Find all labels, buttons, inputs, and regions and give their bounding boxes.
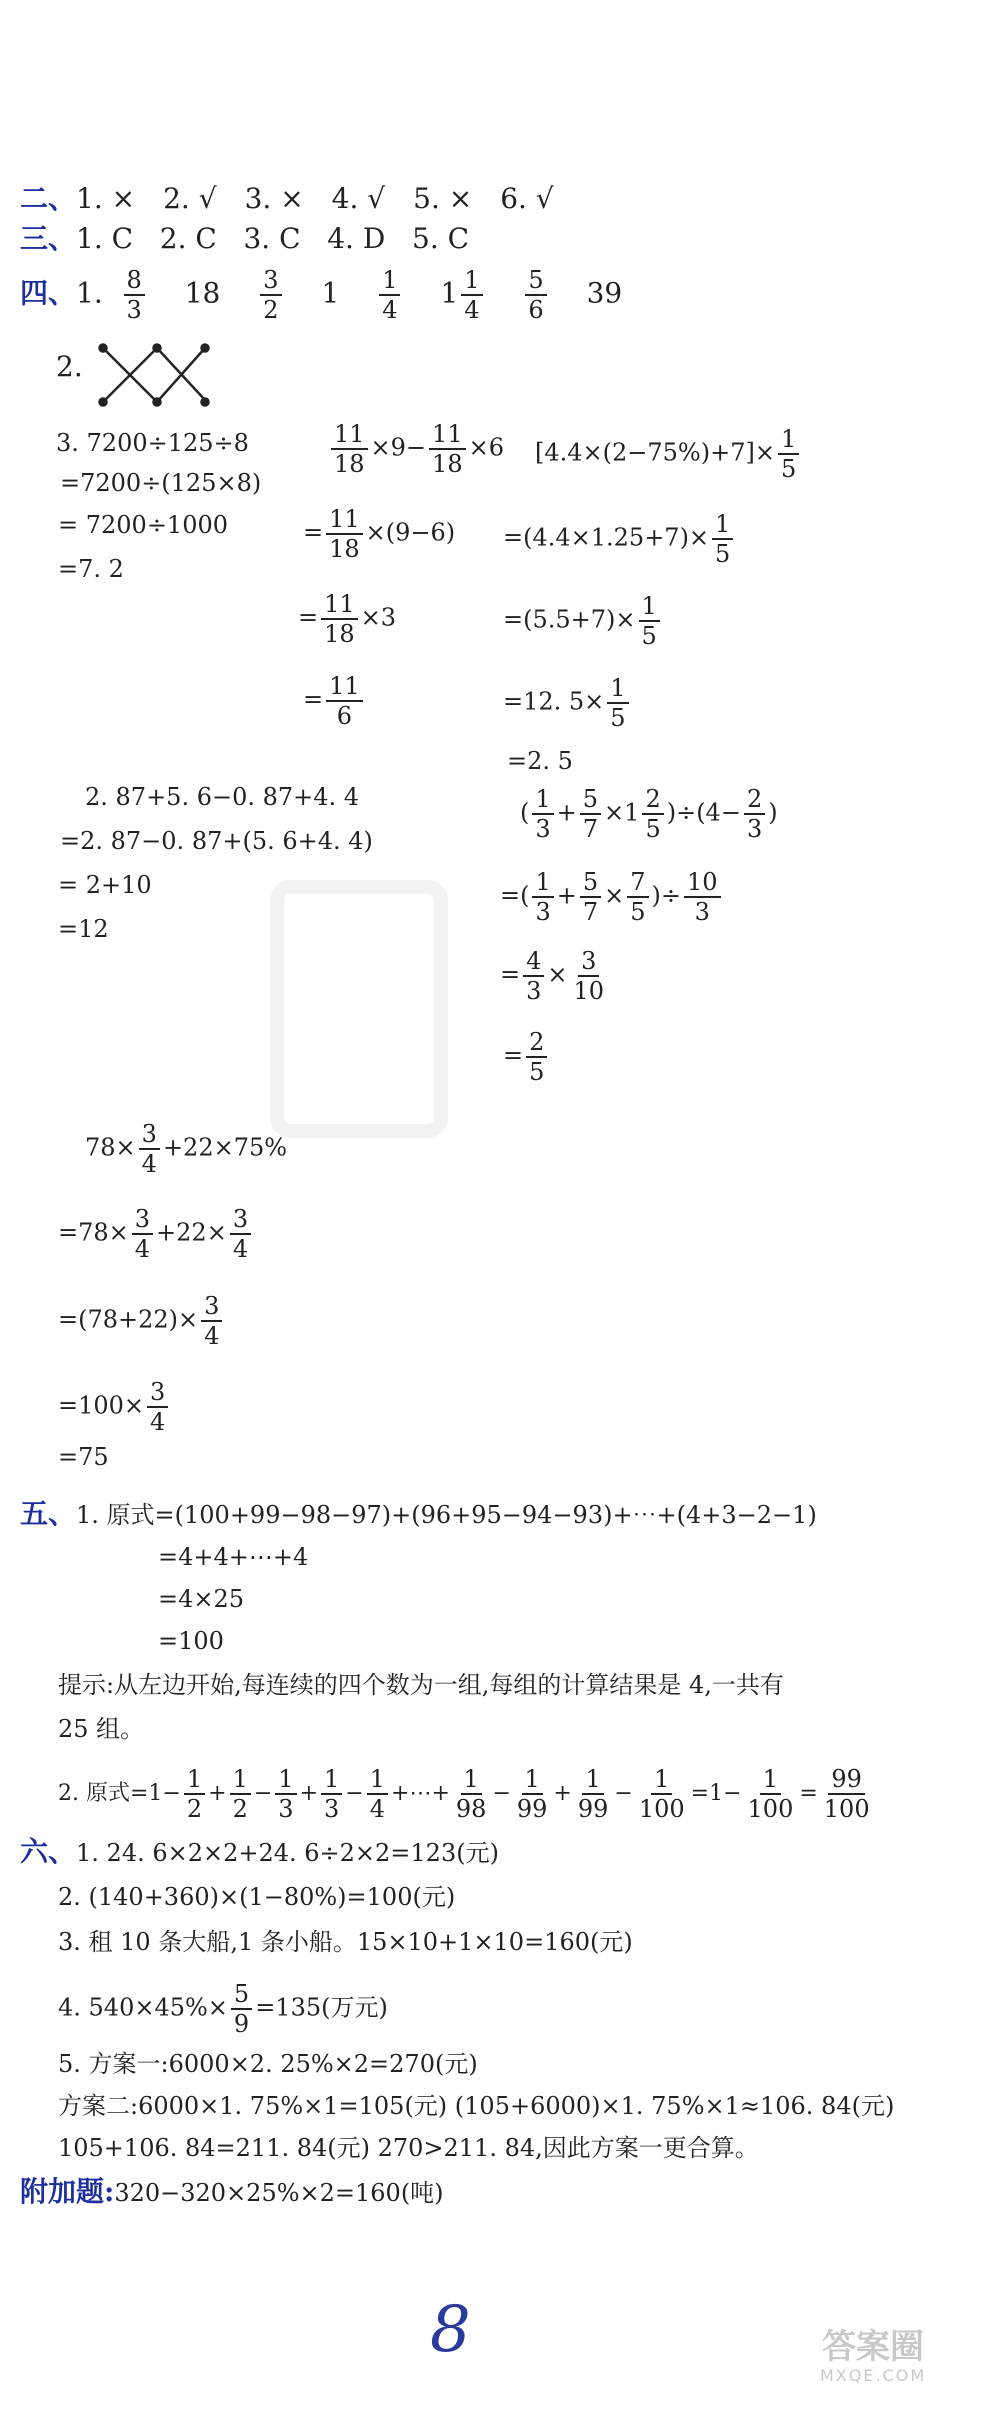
fraction bbox=[367, 1765, 388, 1823]
denominator: 4 bbox=[134, 1235, 151, 1263]
denominator: 100 bbox=[638, 1795, 685, 1823]
fraction bbox=[745, 1765, 797, 1823]
denominator: 99 bbox=[577, 1795, 609, 1823]
numerator: 1 bbox=[760, 1765, 781, 1795]
denominator: 2 bbox=[186, 1795, 203, 1823]
calc-f-line-2 bbox=[58, 1205, 254, 1263]
fraction bbox=[124, 266, 145, 324]
calc-a-line-3: = 7200÷1000 bbox=[58, 511, 229, 539]
numerator: 1 bbox=[582, 1765, 603, 1795]
calc-text: 2. 原式=1− bbox=[58, 1781, 181, 1806]
fraction bbox=[821, 1765, 873, 1823]
calc-d-line-4: =12 bbox=[58, 915, 109, 943]
calc-text: +22× bbox=[156, 1218, 227, 1247]
s2-mark-6: √ bbox=[535, 182, 554, 215]
matching-lines-diagram bbox=[95, 340, 215, 410]
fraction bbox=[627, 868, 648, 926]
numerator: 99 bbox=[828, 1765, 865, 1795]
s4-q1-value-6-whole: 1 bbox=[440, 276, 459, 310]
denominator: 5 bbox=[715, 540, 731, 568]
denominator: 18 bbox=[329, 535, 360, 563]
extra-row bbox=[20, 2175, 444, 2210]
numerator: 1 bbox=[712, 510, 733, 540]
section-2-row bbox=[20, 182, 554, 216]
calc-text: [4.4×(2−75%)+7]× bbox=[535, 438, 775, 467]
calc-text: = bbox=[799, 1781, 818, 1806]
denominator: 3 bbox=[526, 977, 542, 1005]
calc-text: + bbox=[556, 881, 577, 910]
calc-text: − bbox=[345, 1781, 364, 1806]
s4-q1-value-2: 18 bbox=[184, 276, 221, 310]
fraction bbox=[580, 785, 601, 843]
fraction bbox=[639, 592, 660, 650]
denominator: 18 bbox=[432, 450, 463, 478]
denominator: 100 bbox=[823, 1795, 870, 1823]
fraction bbox=[429, 420, 466, 478]
calc-text: ×3 bbox=[360, 603, 397, 632]
denominator: 3 bbox=[324, 1795, 340, 1823]
denominator: 4 bbox=[464, 296, 480, 324]
fraction bbox=[778, 425, 799, 483]
calc-text: =135(万元) bbox=[255, 1993, 388, 2022]
numerator: 11 bbox=[326, 505, 363, 535]
s2-num-4: 4. bbox=[331, 182, 359, 215]
numerator: 4 bbox=[523, 947, 544, 977]
calc-f-line-5: =75 bbox=[58, 1443, 109, 1471]
denominator: 3 bbox=[694, 898, 710, 926]
watermark-shape bbox=[270, 880, 448, 1138]
numerator: 1 bbox=[778, 425, 799, 455]
calc-b-line-2 bbox=[303, 505, 455, 563]
calc-b-line-1 bbox=[328, 420, 504, 478]
calc-text: =(5.5+7)× bbox=[503, 605, 636, 634]
calc-c-line-1 bbox=[535, 425, 802, 483]
calc-text: )÷(4− bbox=[666, 798, 741, 827]
extra-answer: 320−320×25%×2=160(吨) bbox=[114, 2179, 444, 2207]
calc-f-line-1 bbox=[85, 1120, 287, 1178]
denominator: 4 bbox=[204, 1322, 220, 1350]
calc-a-line-4: =7. 2 bbox=[58, 555, 124, 583]
denominator: 4 bbox=[369, 1795, 386, 1823]
s4-q2-num: 2. bbox=[56, 350, 83, 383]
numerator: 11 bbox=[326, 672, 363, 702]
calc-text: − bbox=[614, 1781, 633, 1806]
denominator: 18 bbox=[324, 620, 355, 648]
watermark-text-top: 答案圈 bbox=[822, 2327, 925, 2367]
denominator: 6 bbox=[528, 296, 544, 324]
numerator: 8 bbox=[124, 266, 145, 296]
numerator: 5 bbox=[580, 785, 601, 815]
numerator: 2 bbox=[744, 785, 765, 815]
numerator: 5 bbox=[580, 868, 601, 898]
calc-text: ×(9−6) bbox=[365, 518, 456, 547]
calc-text: =(78+22)× bbox=[58, 1305, 199, 1334]
page-number: 8 bbox=[430, 2293, 471, 2367]
calc-text: − bbox=[492, 1781, 511, 1806]
calc-e-line-1 bbox=[520, 785, 778, 843]
calc-text: = bbox=[303, 685, 324, 714]
fraction bbox=[132, 1205, 153, 1263]
calc-text: ( bbox=[520, 798, 530, 827]
fraction bbox=[321, 1765, 342, 1823]
numerator: 3 bbox=[578, 947, 599, 977]
calc-text: =1− bbox=[690, 1781, 742, 1806]
numerator: 1 bbox=[607, 674, 628, 704]
numerator: 1 bbox=[639, 592, 660, 622]
calc-text: =12. 5× bbox=[503, 687, 605, 716]
denominator: 10 bbox=[573, 977, 605, 1005]
denominator: 4 bbox=[150, 1408, 166, 1436]
section-6-row-1 bbox=[20, 1835, 499, 1870]
numerator: 1 bbox=[230, 1765, 251, 1795]
calc-text: +22×75% bbox=[162, 1133, 288, 1162]
calc-c-line-2 bbox=[503, 510, 736, 568]
s2-mark-3: × bbox=[280, 182, 304, 215]
s2-mark-5: × bbox=[448, 182, 473, 215]
numerator: 11 bbox=[321, 590, 358, 620]
s4-q1-value-4: 1 bbox=[321, 276, 340, 310]
numerator: 3 bbox=[201, 1292, 222, 1322]
calc-text: +⋯+ bbox=[391, 1781, 450, 1806]
s6-line-4 bbox=[58, 1980, 388, 2038]
s2-num-3: 3. bbox=[244, 182, 272, 215]
fraction bbox=[326, 672, 363, 730]
fraction bbox=[453, 1765, 490, 1823]
s2-num-6: 6. bbox=[500, 182, 527, 215]
calc-e-line-2 bbox=[500, 868, 724, 926]
calc-d-line-3: = 2+10 bbox=[58, 871, 152, 899]
numerator: 1 bbox=[522, 1765, 543, 1795]
section-5-label: 五、 bbox=[20, 1497, 77, 1530]
numerator: 11 bbox=[429, 420, 466, 450]
denominator: 98 bbox=[455, 1795, 487, 1823]
calc-b-line-4 bbox=[303, 672, 366, 730]
s5-q2-line bbox=[58, 1765, 876, 1823]
calc-text: =100× bbox=[58, 1391, 145, 1420]
section-5-row-1 bbox=[20, 1497, 817, 1532]
numerator: 1 bbox=[184, 1765, 205, 1795]
s2-num-1: 1. bbox=[76, 182, 103, 215]
calc-text: + bbox=[556, 798, 577, 827]
fraction bbox=[326, 505, 363, 563]
s5-hint-line-1: 提示:从左边开始,每连续的四个数为一组,每组的计算结果是 4,一共有 bbox=[58, 1671, 784, 1699]
numerator: 2 bbox=[642, 785, 663, 815]
fraction bbox=[575, 1765, 612, 1823]
calc-text: ×1 bbox=[604, 798, 640, 827]
fraction bbox=[523, 947, 544, 1005]
numerator: 3 bbox=[147, 1378, 168, 1408]
denominator: 3 bbox=[746, 815, 763, 843]
denominator: 5 bbox=[780, 455, 797, 483]
denominator: 5 bbox=[610, 704, 626, 732]
calc-text: + bbox=[208, 1781, 227, 1806]
numerator: 1 bbox=[461, 1765, 482, 1795]
s2-mark-1: × bbox=[111, 182, 136, 215]
section-3-label: 三、 bbox=[20, 222, 77, 255]
calc-e-line-4 bbox=[503, 1028, 550, 1086]
fraction bbox=[331, 420, 368, 478]
calc-text: = bbox=[503, 1041, 524, 1070]
s5-q1-line-4: =100 bbox=[158, 1627, 224, 1655]
s6-line-2: 2. (140+360)×(1−80%)=100(元) bbox=[58, 1883, 456, 1911]
numerator: 7 bbox=[627, 868, 648, 898]
fraction bbox=[580, 868, 601, 926]
fraction bbox=[526, 1028, 547, 1086]
calc-text: =78× bbox=[58, 1218, 129, 1247]
denominator: 3 bbox=[535, 815, 551, 843]
s6-line-5: 5. 方案一:6000×2. 25%×2=270(元) bbox=[58, 2050, 478, 2078]
numerator: 1 bbox=[275, 1765, 296, 1795]
denominator: 3 bbox=[126, 296, 142, 324]
fraction bbox=[642, 785, 663, 843]
denominator: 100 bbox=[747, 1795, 794, 1823]
section-2-label: 二、 bbox=[20, 182, 77, 215]
calc-a-line-2: =7200÷(125×8) bbox=[60, 469, 262, 497]
fraction bbox=[461, 266, 482, 324]
numerator: 11 bbox=[331, 420, 368, 450]
s5-hint-line-2: 25 组。 bbox=[58, 1715, 145, 1743]
denominator: 2 bbox=[263, 296, 279, 324]
calc-e-line-3 bbox=[500, 947, 610, 1005]
numerator: 5 bbox=[525, 266, 546, 296]
section-3-row bbox=[20, 222, 469, 256]
calc-text: 78× bbox=[85, 1133, 136, 1162]
denominator: 7 bbox=[582, 815, 599, 843]
calc-f-line-3 bbox=[58, 1292, 225, 1350]
s6-line-7: 105+106. 84=211. 84(元) 270>211. 84,因此方案一更合算。 bbox=[58, 2134, 759, 2162]
fraction bbox=[321, 590, 358, 648]
calc-text: = bbox=[303, 518, 324, 547]
fraction bbox=[260, 266, 281, 324]
denominator: 5 bbox=[641, 622, 657, 650]
fraction bbox=[231, 1980, 252, 2038]
s4-q1-num: 1. bbox=[76, 276, 103, 310]
denominator: 6 bbox=[336, 702, 353, 730]
denominator: 18 bbox=[334, 450, 365, 478]
section-6-label: 六、 bbox=[20, 1835, 77, 1868]
s6-line-1: 1. 24. 6×2×2+24. 6÷2×2=123(元) bbox=[76, 1839, 499, 1867]
numerator: 3 bbox=[139, 1120, 160, 1150]
calc-text: ×6 bbox=[468, 433, 504, 462]
denominator: 4 bbox=[141, 1150, 157, 1178]
s6-line-3: 3. 租 10 条大船,1 条小船。15×10+1×10=160(元) bbox=[58, 1928, 633, 1956]
numerator: 3 bbox=[132, 1205, 153, 1235]
denominator: 3 bbox=[278, 1795, 294, 1823]
fraction bbox=[184, 1765, 205, 1823]
denominator: 5 bbox=[529, 1058, 545, 1086]
s5-q1-line-2: =4+4+⋯+4 bbox=[158, 1543, 309, 1571]
numerator: 3 bbox=[260, 266, 281, 296]
numerator: 5 bbox=[231, 1980, 252, 2010]
calc-text: + bbox=[553, 1781, 572, 1806]
s4-q1-value-8: 39 bbox=[586, 276, 623, 310]
fraction bbox=[275, 1765, 296, 1823]
s5-q1-line-3: =4×25 bbox=[158, 1585, 245, 1613]
fraction bbox=[712, 510, 733, 568]
fraction bbox=[379, 266, 400, 324]
calc-f-line-4 bbox=[58, 1378, 171, 1436]
fraction bbox=[147, 1378, 168, 1436]
fraction bbox=[636, 1765, 688, 1823]
numerator: 1 bbox=[379, 266, 400, 296]
fraction bbox=[514, 1765, 551, 1823]
calc-c-line-3 bbox=[503, 592, 663, 650]
denominator: 2 bbox=[232, 1795, 248, 1823]
denominator: 7 bbox=[582, 898, 599, 926]
denominator: 99 bbox=[516, 1795, 548, 1823]
calc-text: × bbox=[547, 960, 568, 989]
s2-num-5: 5. bbox=[413, 182, 440, 215]
section-4-label: 四、 bbox=[20, 276, 77, 310]
denominator: 4 bbox=[232, 1235, 249, 1263]
s6-line-6: 方案二:6000×1. 75%×1=105(元) (105+6000)×1. 75%×1≈106. 84(元) bbox=[58, 2092, 895, 2120]
numerator: 1 bbox=[461, 266, 482, 296]
calc-text: =(4.4×1.25+7)× bbox=[503, 523, 710, 552]
numerator: 2 bbox=[526, 1028, 547, 1058]
calc-text: × bbox=[604, 881, 625, 910]
numerator: 10 bbox=[684, 868, 721, 898]
denominator: 4 bbox=[382, 296, 398, 324]
fraction bbox=[525, 266, 546, 324]
s3-answers: 1. C 2. C 3. C 4. D 5. C bbox=[76, 222, 470, 255]
numerator: 3 bbox=[230, 1205, 251, 1235]
calc-text: + bbox=[299, 1781, 319, 1806]
fraction bbox=[607, 674, 628, 732]
numerator: 1 bbox=[532, 785, 553, 815]
denominator: 9 bbox=[233, 2010, 250, 2038]
calc-d-line-2: =2. 87−0. 87+(5. 6+4. 4) bbox=[60, 827, 373, 855]
calc-text: = bbox=[500, 960, 521, 989]
calc-text: 4. 540×45%× bbox=[58, 1993, 228, 2022]
calc-c-line-4 bbox=[503, 674, 632, 732]
calc-text: ) bbox=[768, 798, 778, 827]
fraction bbox=[230, 1765, 251, 1823]
watermark-logo bbox=[820, 2327, 927, 2385]
numerator: 1 bbox=[321, 1765, 342, 1795]
s5-q1-line-1: 1. 原式=(100+99−98−97)+(96+95−94−93)+⋯+(4+3−2−1) bbox=[76, 1501, 817, 1529]
calc-d-line-1: 2. 87+5. 6−0. 87+4. 4 bbox=[85, 783, 360, 811]
calc-text: = bbox=[298, 603, 319, 632]
s2-num-2: 2. bbox=[163, 182, 190, 215]
section-4-q1-row bbox=[20, 266, 622, 324]
calc-text: =( bbox=[500, 881, 530, 910]
calc-text: )÷ bbox=[651, 881, 682, 910]
s2-mark-2: √ bbox=[198, 182, 217, 215]
denominator: 3 bbox=[535, 898, 551, 926]
denominator: 5 bbox=[630, 898, 646, 926]
watermark-text-bottom: MXQE.COM bbox=[820, 2366, 927, 2385]
fraction bbox=[744, 785, 765, 843]
fraction bbox=[201, 1292, 222, 1350]
calc-text: − bbox=[253, 1781, 273, 1806]
s2-mark-4: √ bbox=[367, 182, 386, 215]
fraction bbox=[139, 1120, 160, 1178]
numerator: 1 bbox=[651, 1765, 672, 1795]
numerator: 1 bbox=[367, 1765, 388, 1795]
fraction bbox=[230, 1205, 251, 1263]
extra-label: 附加题: bbox=[20, 2175, 115, 2208]
calc-a-line-1: 3. 7200÷125÷8 bbox=[56, 429, 249, 457]
fraction bbox=[571, 947, 608, 1005]
calc-c-line-5: =2. 5 bbox=[507, 747, 573, 775]
fraction bbox=[532, 785, 553, 843]
denominator: 5 bbox=[645, 815, 661, 843]
calc-b-line-3 bbox=[298, 590, 396, 648]
numerator: 1 bbox=[532, 868, 553, 898]
calc-text: ×9− bbox=[370, 433, 427, 462]
fraction bbox=[532, 868, 553, 926]
fraction bbox=[684, 868, 721, 926]
